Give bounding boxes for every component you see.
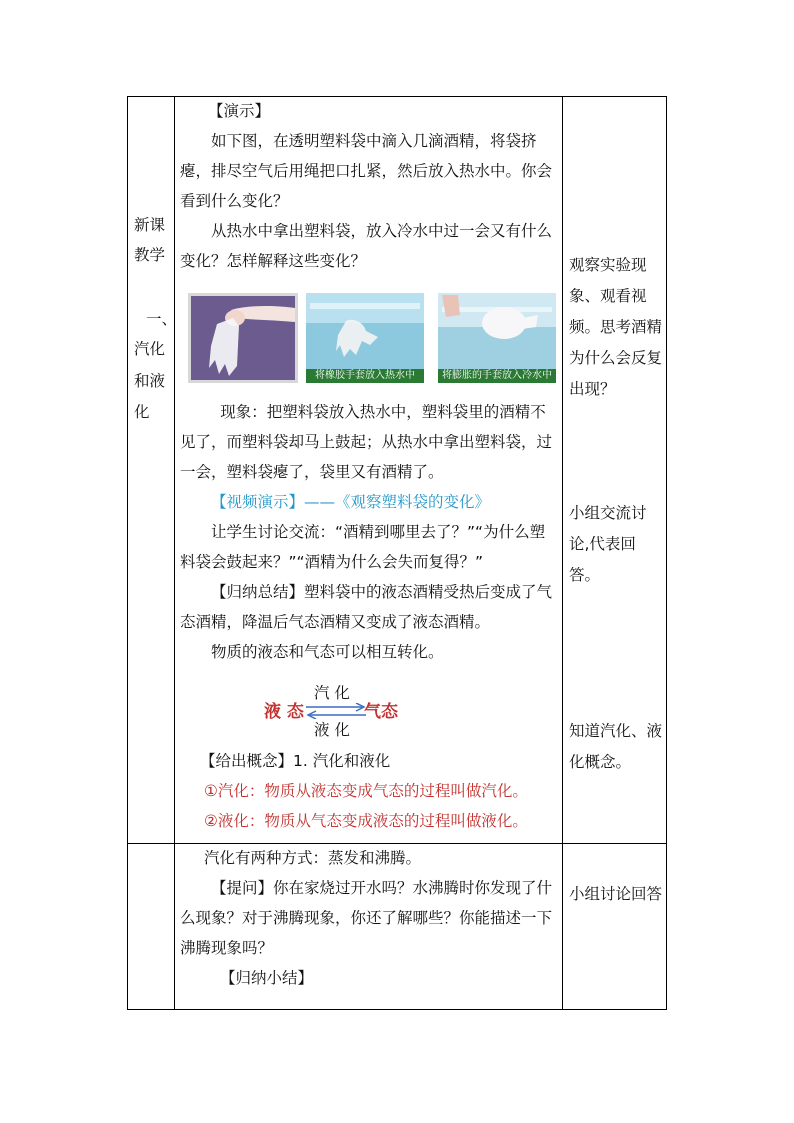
right-note-observe [569, 250, 665, 405]
diagram-label-vaporize: 汽 化 [314, 684, 350, 702]
right-note-answer [569, 879, 665, 910]
left-label-4: 汽化 [134, 340, 166, 358]
glove-hot-water-illustration [306, 293, 424, 369]
right-note-answer-text: 小组讨论回答 [569, 885, 663, 903]
left-label-6: 化 [134, 403, 150, 421]
right-note-group-discuss-text: 小组交流讨论,代表回答。 [569, 504, 647, 584]
paragraph-phenomenon: 现象：把塑料袋放入热水中，塑料袋里的酒精不见了，而塑料袋却马上鼓起；从热水中拿出塑料袋，过一会，塑料袋瘪了，袋里又有酒精了。 [180, 403, 553, 481]
double-arrow-icon [304, 703, 368, 719]
vaporization-ways: 汽化有两种方式：蒸发和沸腾。 [204, 849, 422, 867]
summary-label: 【归纳总结】 [211, 583, 305, 601]
photo-caption-cold: 将膨胀的手套放入冷水中 [438, 369, 556, 383]
row2-summary-label: 【归纳小结】 [220, 969, 314, 987]
right-note-concept-text: 知道汽化、液化概念。 [569, 722, 663, 771]
photo-glove-cold-water [438, 293, 556, 383]
video-title: ——《观察塑料袋的变化》 [304, 493, 491, 511]
left-label-2: 教学 [134, 246, 166, 264]
column-divider-left [174, 97, 175, 1009]
right-note-observe-text: 观察实验现象、观看视频。思考酒精为什么会反复出现？ [569, 256, 663, 398]
demo-label: 【演示】 [208, 102, 271, 120]
left-label-3: 一、 [146, 310, 178, 328]
concept-text: 1. 汽化和液化 [293, 752, 391, 770]
left-label-5: 和液 [134, 372, 166, 390]
paragraph-demo: 如下图，在透明塑料袋中滴入几滴酒精，将袋挤瘪，排尽空气后用绳把口扎紧，然后放入热水中。你会看到什么变化？ [180, 132, 553, 210]
video-label: 【视频演示】 [211, 493, 305, 511]
question-label: 【提问】 [211, 879, 274, 897]
question-text: 你在家烧过开水吗？水沸腾时你发现了什么现象？对于沸腾现象，你还了解哪些？你能描述一下沸腾现象吗？ [180, 879, 553, 957]
paragraph-summary [180, 577, 560, 637]
paragraph-question: 从热水中拿出塑料袋，放入冷水中过一会又有什么变化？怎样解释这些变化？ [180, 222, 553, 270]
definition-vaporization: ①汽化：物质从液态变成气态的过程叫做汽化。 [204, 782, 528, 800]
glove-hand-illustration [191, 296, 295, 380]
photo-caption-hot: 将橡胶手套放入热水中 [306, 369, 424, 383]
paragraph-discussion: 让学生讨论交流：“酒精到哪里去了？”“为什么塑料袋会鼓起来？”“酒精为什么会失而复得？” [180, 523, 546, 571]
right-note-concept [569, 716, 665, 778]
left-label-1: 新课 [134, 216, 166, 234]
concept-label: 【给出概念】 [200, 752, 294, 770]
photo-glove-in-hand [188, 293, 298, 383]
row2-text-block [180, 843, 560, 993]
summary-text: 塑料袋中的液态酒精受热后变成了气态酒精，降温后气态酒精又变成了液态酒精。 [180, 583, 553, 631]
paragraph-mutual-conversion: 物质的液态和气态可以相互转化。 [211, 643, 444, 661]
diagram-label-liquid: 液 态 [264, 702, 304, 722]
photo-glove-hot-water [306, 293, 424, 383]
column-divider-right [562, 97, 563, 1009]
main-text-block-1 [180, 96, 560, 276]
right-note-group-discuss [569, 498, 665, 591]
definition-liquefaction: ②液化：物质从气态变成液态的过程叫做液化。 [204, 812, 528, 830]
glove-cold-water-illustration [438, 293, 556, 369]
main-text-block-3 [180, 746, 560, 836]
question-paragraph [180, 873, 560, 963]
video-line [180, 487, 560, 517]
main-text-block-2 [180, 397, 560, 667]
diagram-label-liquefy: 液 化 [314, 721, 350, 739]
concept-line [180, 746, 560, 776]
diagram-label-gas: 气态 [364, 702, 398, 722]
